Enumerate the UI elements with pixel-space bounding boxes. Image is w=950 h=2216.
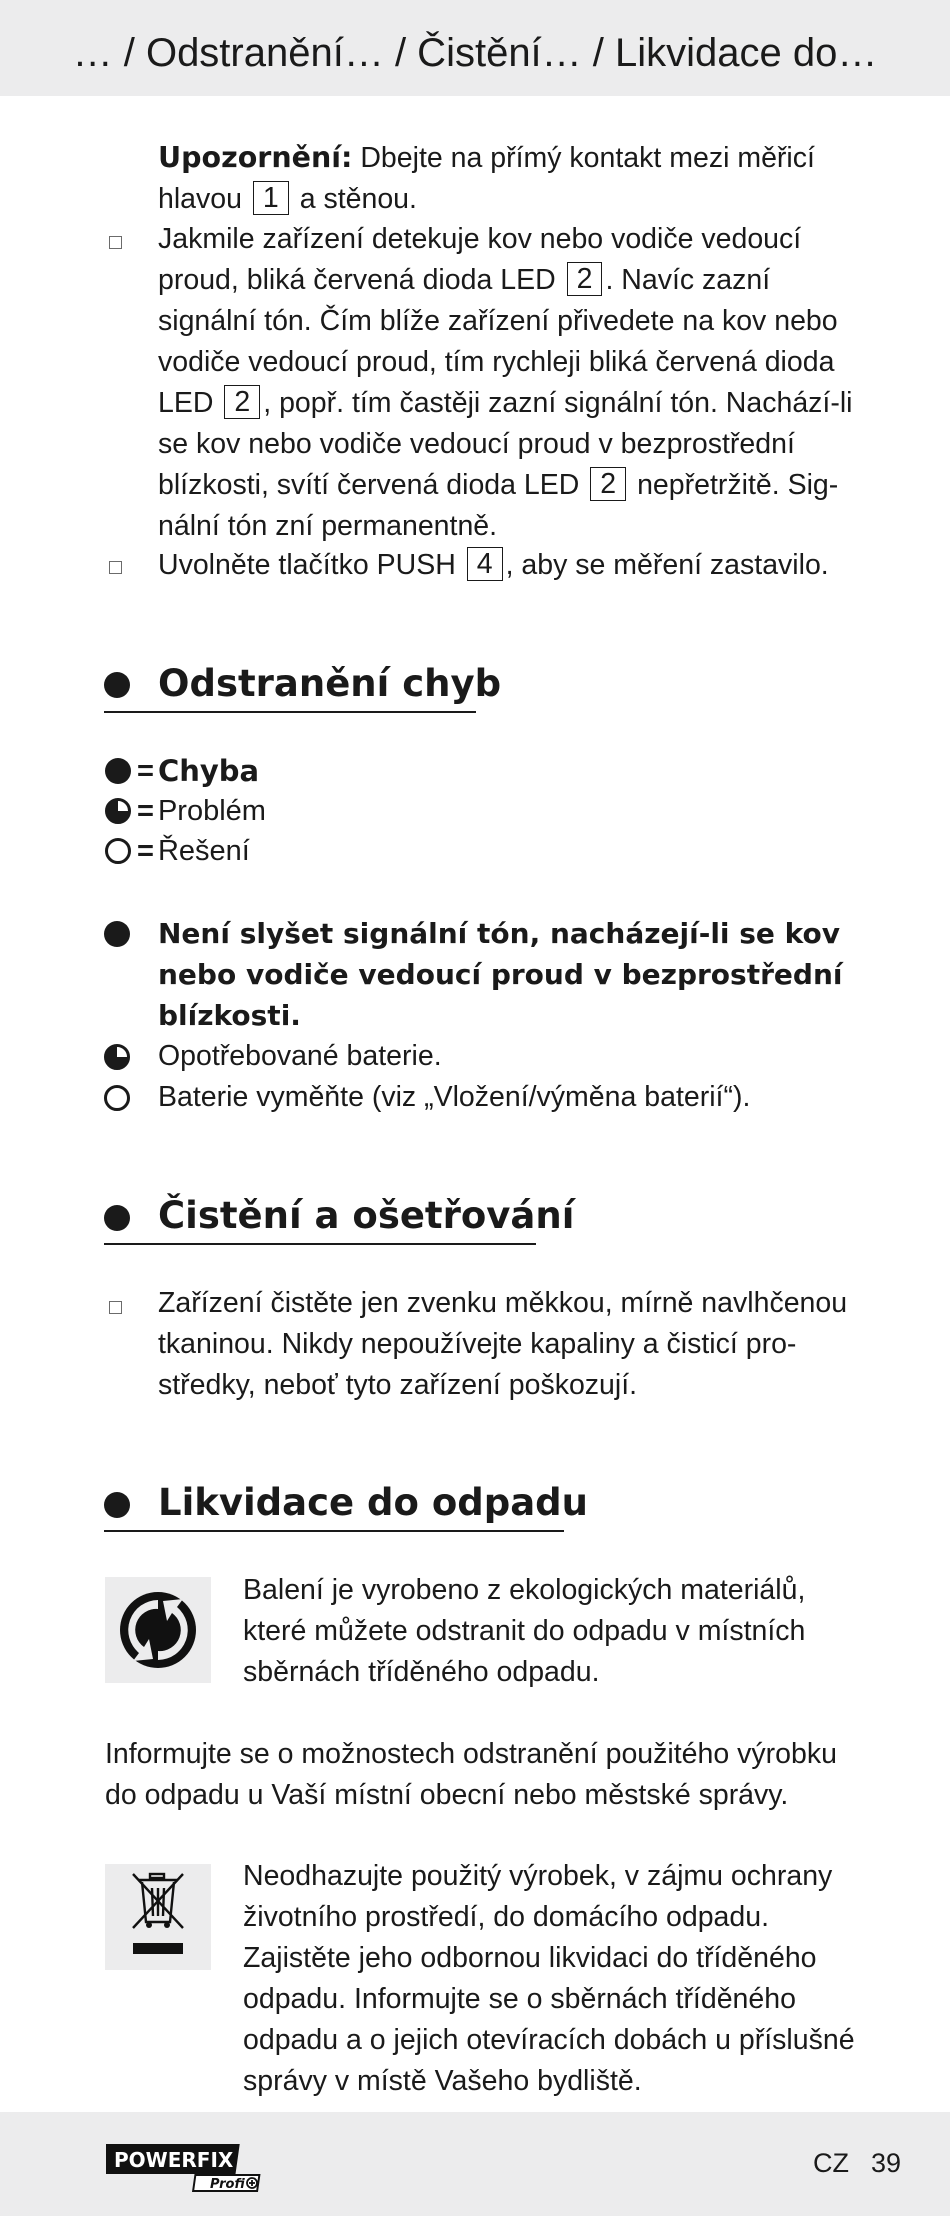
text-line: proud, bliká červená dioda LED: [158, 264, 556, 296]
text-line: nepřetržitě. Sig-: [637, 469, 839, 501]
text-line: Není slyšet signální tón, nacházejí-li se kov: [158, 917, 841, 950]
legend-solution: [105, 831, 250, 871]
warning-text: Dbejte na přímý kontakt mezi měřicí: [352, 142, 815, 174]
section-bullet-icon: [104, 672, 130, 698]
section-bullet-icon: [104, 1205, 130, 1231]
text-line: odpadu a o jejich otevíracích dobách u příslušné: [243, 2024, 855, 2056]
text-line: LED: [158, 387, 214, 419]
ref-box: 2: [590, 467, 626, 501]
crossed-bin-icon: [105, 1864, 211, 1970]
instruction-step: [158, 1283, 928, 1406]
legend-problem: [105, 791, 266, 831]
section-bullet-icon: [104, 1492, 130, 1518]
error-bullet-icon: [104, 921, 130, 947]
solution-bullet-icon: [104, 1085, 130, 1111]
section-title-troubleshooting: Odstranění chyb: [158, 662, 502, 705]
section-underline: [104, 1530, 564, 1532]
page-title: … / Odstranění… / Čistění… / Likvidace do…: [72, 31, 878, 75]
section-title-cleaning: Čistění a ošetřování: [158, 1194, 575, 1237]
legend-label: Řešení: [157, 834, 250, 867]
section-title-disposal: Likvidace do odpadu: [158, 1481, 588, 1524]
text-line: odpadu. Informujte se o sběrnách tříděného: [243, 1983, 796, 2015]
text-line: se kov nebo vodiče vedoucí proud v bezprostřední: [158, 428, 795, 460]
error-description: [158, 913, 928, 1036]
text-line: nální tón zní permanentně.: [158, 510, 498, 542]
problem-description: Opotřebované baterie.: [158, 1040, 442, 1072]
text-line: Uvolněte tlačítko PUSH: [158, 549, 456, 581]
warning-text: hlavou: [158, 183, 242, 215]
text-line: blízkosti, svítí červená dioda LED: [158, 469, 580, 501]
text-line: Balení je vyrobeno z ekologických materiálů,: [243, 1574, 806, 1606]
legend-eq: =: [137, 834, 154, 867]
text-line: správy v místě Vašeho bydliště.: [243, 2065, 642, 2097]
empty-circle-icon: [105, 838, 131, 864]
svg-text:Profi: Profi: [210, 2177, 245, 2192]
svg-text:POWERFIX: POWERFIX: [114, 2148, 234, 2172]
text-line: tkaninou. Nikdy nepoužívejte kapaliny a čisticí pro-: [158, 1328, 797, 1360]
text-line: Neodhazujte použitý výrobek, v zájmu ochrany: [243, 1860, 833, 1892]
ref-box: 2: [224, 385, 260, 419]
square-bullet-icon: [109, 1301, 122, 1314]
solution-description: Baterie vyměňte (viz „Vložení/výměna baterií“).: [158, 1081, 751, 1113]
green-dot-recycling-icon: [105, 1577, 211, 1683]
text-line: Informujte se o možnostech odstranění použitého výrobku: [105, 1738, 837, 1770]
text-line: životního prostředí, do domácího odpadu.: [243, 1901, 770, 1933]
text-line: sběrnách tříděného odpadu.: [243, 1656, 600, 1688]
text-line: středky, neboť tyto zařízení poškozují.: [158, 1369, 638, 1401]
powerfix-logo: [106, 2142, 266, 2192]
text-line: . Navíc zazní: [605, 264, 771, 296]
ref-box: 4: [467, 547, 503, 581]
language-code: CZ: [813, 2148, 849, 2178]
text-line: blízkosti.: [158, 999, 301, 1032]
section-underline: [104, 1243, 536, 1245]
instruction-step: [158, 545, 928, 586]
legend-label: Chyba: [157, 754, 260, 788]
ref-box: 2: [567, 262, 603, 296]
packaging-paragraph: [243, 1570, 923, 1693]
section-underline: [104, 711, 476, 713]
legend-label: Problém: [157, 794, 266, 827]
square-bullet-icon: [109, 561, 122, 574]
text-line: signální tón. Čím blíže zařízení přivedete na kov nebo: [158, 305, 838, 337]
warning-paragraph: [158, 137, 918, 220]
half-circle-icon: [105, 798, 131, 824]
text-line: , aby se měření zastavilo.: [505, 549, 829, 581]
text-line: které můžete odstranit do odpadu v místních: [243, 1615, 806, 1647]
legend-error: [105, 751, 259, 791]
page-number: 39: [871, 2148, 902, 2178]
filled-circle-icon: [105, 758, 131, 784]
warning-label: Upozornění:: [158, 141, 353, 174]
text-line: , popř. tím častěji zazní signální tón. Nachází-li: [263, 387, 853, 419]
text-line: Jakmile zařízení detekuje kov nebo vodiče vedoucí: [158, 223, 802, 255]
info-paragraph: [105, 1734, 935, 1816]
problem-bullet-icon: [104, 1044, 130, 1070]
square-bullet-icon: [109, 236, 122, 249]
text-line: vodiče vedoucí proud, tím rychleji bliká červená dioda: [158, 346, 835, 378]
text-line: Zajistěte jeho odbornou likvidaci do tříděného: [243, 1942, 817, 1974]
weee-paragraph: [243, 1856, 923, 2102]
ref-box: 1: [253, 181, 289, 215]
legend-eq: =: [137, 754, 154, 787]
text-line: do odpadu u Vaší místní obecní nebo městské správy.: [105, 1779, 789, 1811]
instruction-step: [158, 219, 928, 547]
text-line: Zařízení čistěte jen zvenku měkkou, mírně navlhčenou: [158, 1287, 848, 1319]
legend-eq: =: [137, 794, 154, 827]
warning-text: a stěnou.: [299, 183, 417, 215]
text-line: nebo vodiče vedoucí proud v bezprostřední: [158, 958, 843, 991]
